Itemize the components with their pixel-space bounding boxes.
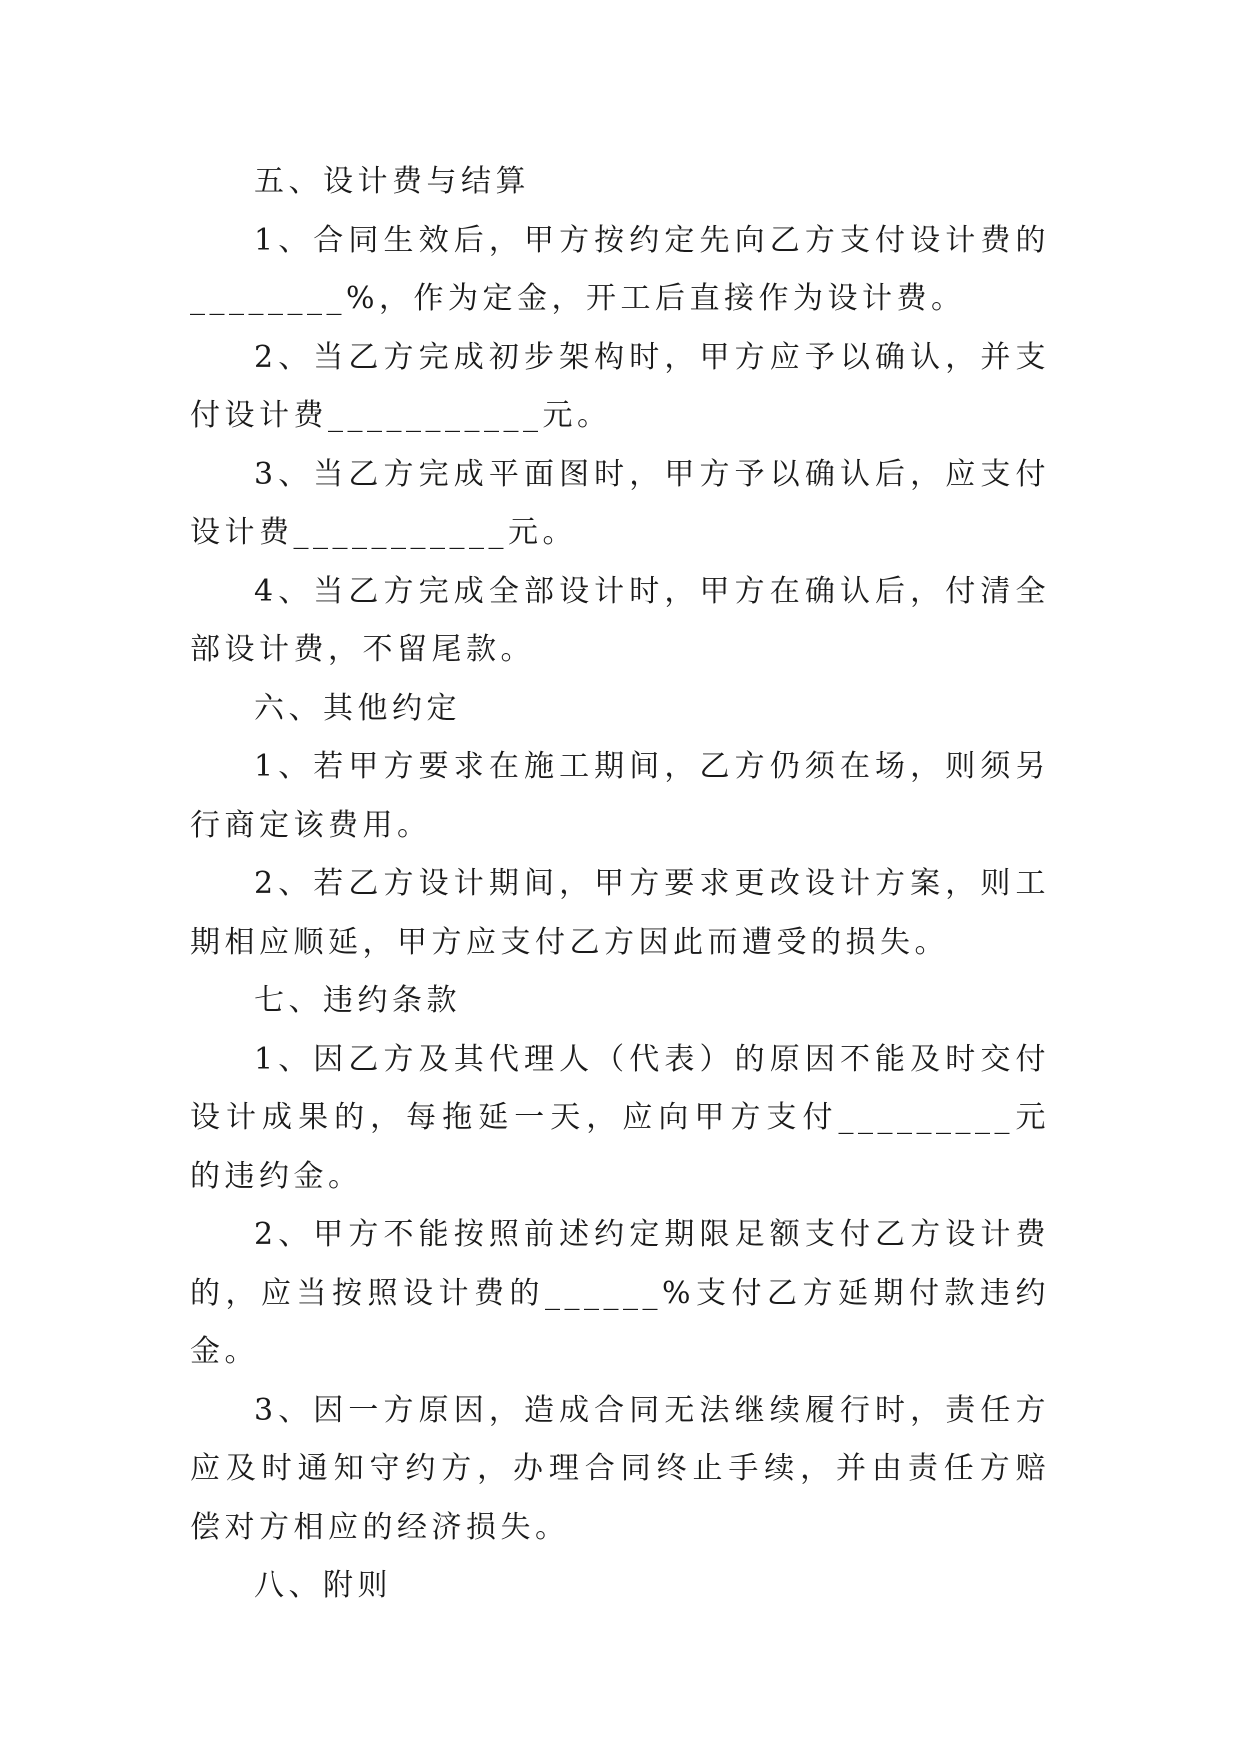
section-heading-supplementary: 八、附则 xyxy=(254,1568,392,1603)
clause-7-2: 2、甲方不能按照前述约定期限足额支付乙方设计费的，应当按照设计费的______%支付乙方延期付款违约金。 xyxy=(190,1217,1050,1369)
clause-7-1: 1、因乙方及其代理人（代表）的原因不能及时交付设计成果的，每拖延一天，应向甲方支付_________元的违约金。 xyxy=(190,1041,1050,1194)
document-body xyxy=(190,153,1050,1616)
clause-7-3: 3、因一方原因，造成合同无法继续履行时，责任方应及时通知守约方，办理合同终止手续，并由责任方赔偿对方相应的经济损失。 xyxy=(190,1392,1050,1545)
section-heading-design-fee: 五、设计费与结算 xyxy=(254,164,530,199)
clause-5-1: 1、合同生效后，甲方按约定先向乙方支付设计费的________%，作为定金，开工后直接作为设计费。 xyxy=(190,222,1050,316)
section-heading-breach-terms: 七、违约条款 xyxy=(254,983,461,1018)
clause-5-4: 4、当乙方完成全部设计时，甲方在确认后，付清全部设计费，不留尾款。 xyxy=(190,573,1050,667)
clause-5-3: 3、当乙方完成平面图时，甲方予以确认后，应支付设计费___________元。 xyxy=(190,456,1050,550)
clause-6-2: 2、若乙方设计期间，甲方要求更改设计方案，则工期相应顺延，甲方应支付乙方因此而遭受的损失。 xyxy=(190,866,1050,960)
section-heading-other-agreements: 六、其他约定 xyxy=(254,690,461,726)
clause-6-1: 1、若甲方要求在施工期间，乙方仍须在场，则须另行商定该费用。 xyxy=(190,749,1050,843)
clause-5-2: 2、当乙方完成初步架构时，甲方应予以确认，并支付设计费___________元。 xyxy=(190,339,1050,433)
